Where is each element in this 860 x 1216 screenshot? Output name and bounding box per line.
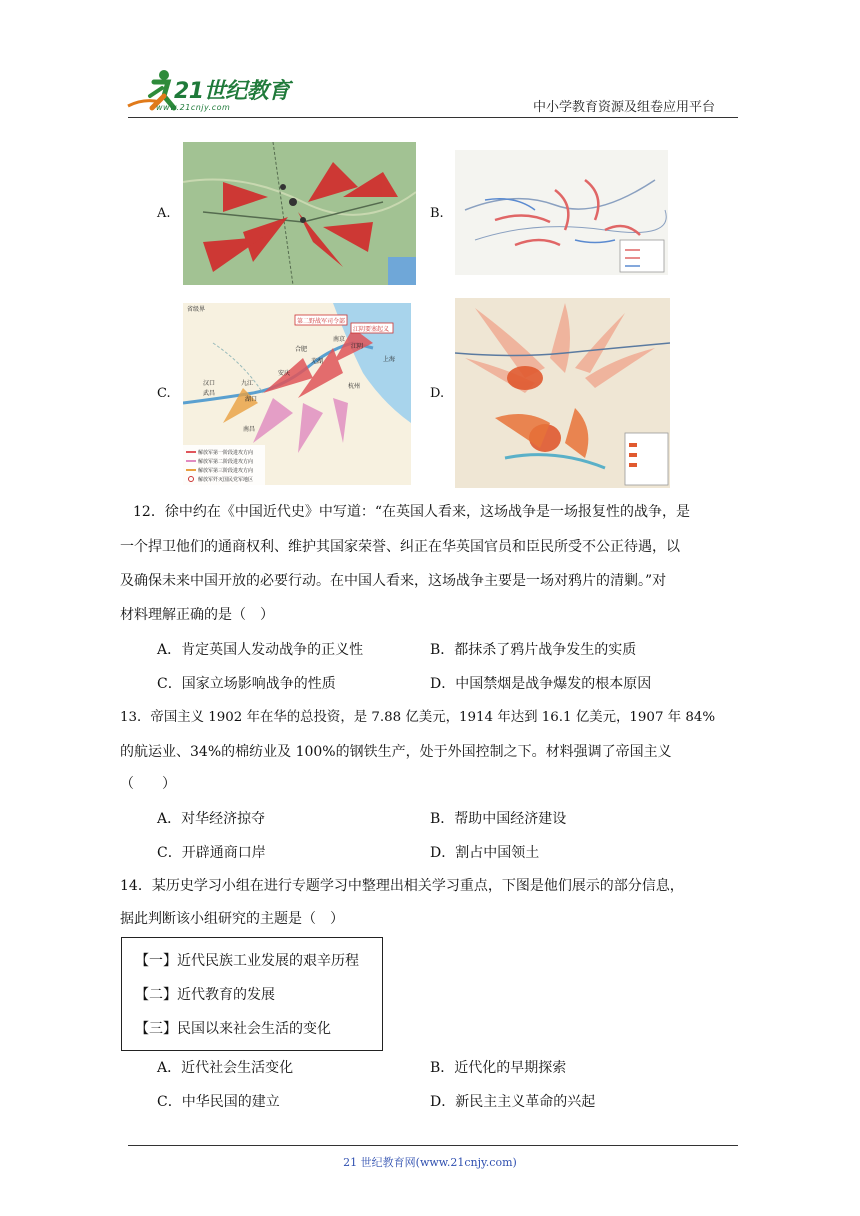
map-c-city: 南京	[333, 336, 346, 343]
map-c-city: 南昌	[243, 426, 256, 433]
map-a[interactable]	[183, 142, 416, 285]
q13-choice-c[interactable]: C．开辟通商口岸	[157, 845, 266, 861]
map-c-city: 九江	[241, 380, 254, 387]
q12-line: 材料理解正确的是（ ）	[120, 607, 274, 623]
map-c-city: 芜湖	[311, 358, 324, 365]
map-c-city: 汉口	[203, 380, 216, 387]
q12-line: 12．徐中约在《中国近代史》中写道：“在英国人看来，这场战争是一场报复性的战争，是	[133, 504, 690, 520]
q14-choice-d[interactable]: D．新民主主义革命的兴起	[430, 1094, 596, 1110]
map-d[interactable]	[455, 298, 670, 488]
q13-choice-a[interactable]: A．对华经济掠夺	[157, 811, 266, 827]
q13-choice-b[interactable]: B．帮助中国经济建设	[430, 811, 567, 827]
q12-line: 一个捍卫他们的通商权利、维护其国家荣誉、纠正在华英国官员和臣民所受不公正待遇，以	[120, 539, 680, 555]
q14-choice-a[interactable]: A．近代社会生活变化	[157, 1060, 294, 1076]
logo-text: 21世纪教育	[174, 79, 290, 104]
option-d-letter: D.	[430, 386, 445, 401]
map-c-city: 安庆	[278, 370, 291, 377]
q14-line: 14．某历史学习小组在进行专题学习中整理出相关学习重点，下图是他们展示的部分信息，	[120, 878, 684, 894]
map-c-label-hq: 第二野战军司令部	[297, 318, 346, 325]
map-c-legend-item: 解放军第三阶段进攻方向	[198, 468, 254, 474]
q12-choice-b[interactable]: B．都抹杀了鸦片战争发生的实质	[430, 642, 637, 658]
map-c-city: 江阴	[351, 343, 364, 350]
q13-line: （ ）	[120, 776, 176, 792]
map-c-city: 上海	[383, 356, 396, 363]
q14-choice-c[interactable]: C．中华民国的建立	[157, 1094, 280, 1110]
map-c-label-jiangyin: 江阴要塞起义	[353, 326, 390, 333]
option-b-letter: B.	[430, 206, 444, 221]
footer-divider	[128, 1145, 738, 1146]
header-divider	[128, 117, 738, 118]
map-c-legend-item: 解放军第二阶段进攻方向	[198, 459, 254, 465]
q12-choice-d[interactable]: D．中国禁烟是战争爆发的根本原因	[430, 676, 652, 692]
q13-choice-d[interactable]: D．割占中国领土	[430, 845, 540, 861]
q12-choice-a[interactable]: A．肯定英国人发动战争的正义性	[157, 642, 364, 658]
q14-choice-b[interactable]: B．近代化的早期探索	[430, 1060, 567, 1076]
q14-box-item: 【三】民国以来社会生活的变化	[135, 1021, 331, 1037]
option-a-letter: A.	[157, 206, 171, 221]
map-c-city: 武昌	[203, 390, 216, 397]
q13-line: 的航运业、34%的棉纺业及 100%的钢铁生产，处于外国控制之下。材料强调了帝国主义	[120, 744, 672, 760]
q14-line: 据此判断该小组研究的主题是（ ）	[120, 911, 344, 927]
platform-title: 中小学教育资源及组卷应用平台	[533, 100, 716, 115]
q12-line: 及确保未来中国开放的必要行动。在中国人看来，这场战争主要是一场对鸦片的清剿。”对	[120, 573, 667, 589]
q14-box-item: 【一】近代民族工业发展的艰辛历程	[135, 953, 359, 969]
q14-box-item: 【二】近代教育的发展	[135, 987, 275, 1003]
footer-text[interactable]: 21 世纪教育网(www.21cnjy.com)	[343, 1156, 517, 1169]
q12-choice-c[interactable]: C．国家立场影响战争的性质	[157, 676, 336, 692]
map-c-city: 合肥	[295, 346, 308, 353]
option-c-letter: C.	[157, 386, 171, 401]
logo-url: www.21cnjy.com	[156, 103, 231, 112]
map-c-city: 湖口	[245, 396, 258, 403]
map-c-city: 杭州	[348, 383, 361, 390]
map-c-legend-item: 解放军歼灭国民党军地区	[198, 477, 254, 483]
map-c[interactable]	[183, 303, 411, 485]
map-c-legend-title: 省级界	[187, 306, 206, 313]
q13-line: 13．帝国主义 1902 年在华的总投资，是 7.88 亿美元，1914 年达到 16.1 亿美元，1907 年 84%	[120, 710, 716, 725]
map-b[interactable]	[455, 150, 668, 275]
map-c-legend-item: 解放军第一阶段进攻方向	[198, 450, 254, 456]
